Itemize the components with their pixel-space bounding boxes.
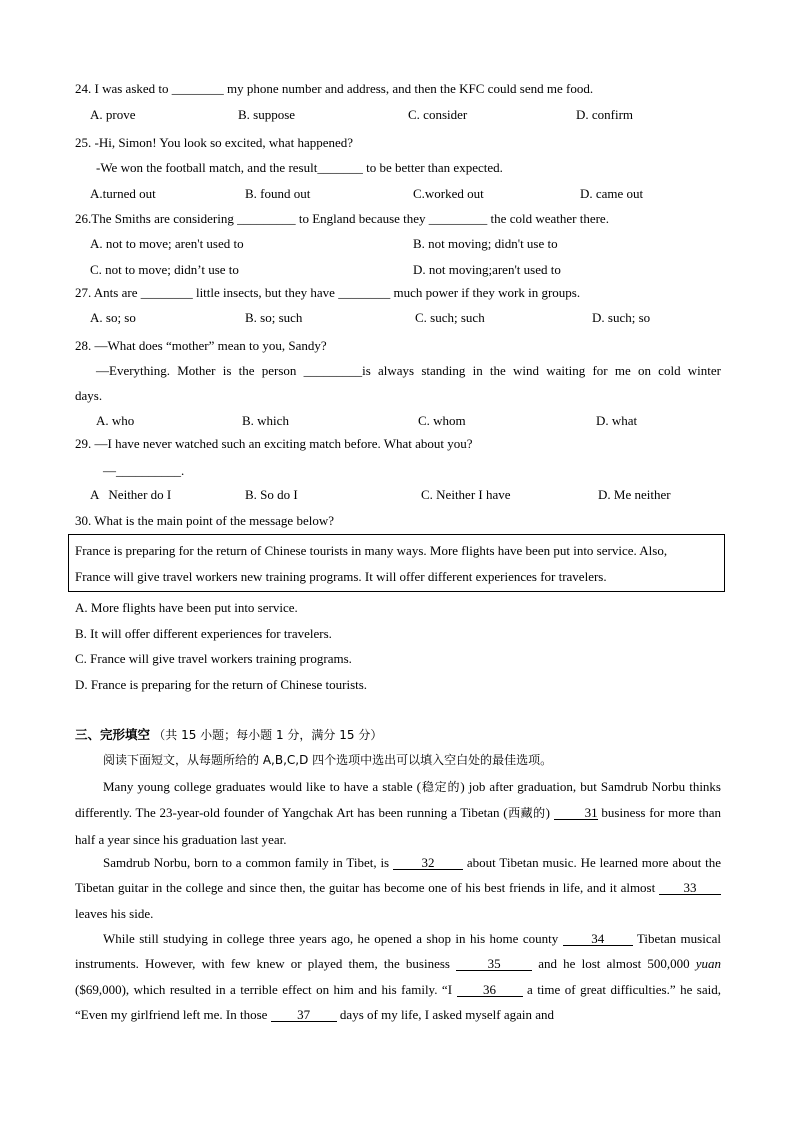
q25-option-c: C.worked out	[413, 186, 484, 201]
section-note: （共 15 小题；每小题 1 分，满分 15 分）	[153, 728, 383, 742]
section-title: 三、完形填空	[75, 727, 151, 742]
q27-stem: 27. Ants are ________ little insects, but they have ________ much power if they work in groups.	[75, 285, 581, 300]
q25-stem: 25. -Hi, Simon! You look so excited, what happened?	[75, 135, 354, 150]
q28-option-d: D. what	[596, 413, 638, 428]
q26-option-b: B. not moving; didn't use to	[413, 236, 558, 251]
q27-option-b: B. so; such	[245, 310, 303, 325]
q30-option-d: D. France is preparing for the return of Chinese tourists.	[75, 677, 368, 692]
q28-option-c: C. whom	[418, 413, 466, 428]
blank-34[interactable]: 34	[563, 932, 633, 946]
chinese-gloss-stable: 稳定的	[421, 780, 461, 794]
q28-stem: 28. —What does “mother” mean to you, Sandy?	[75, 338, 327, 353]
section-heading	[75, 727, 382, 743]
q27-option-a: A. so; so	[90, 310, 136, 325]
q24-option-c: C. consider	[408, 107, 468, 122]
message-line-2: France will give travel workers new training programs. It will offer different experiences for travelers.	[75, 569, 607, 584]
blank-33[interactable]: 33	[659, 881, 721, 895]
passage-paragraph-2: Samdrub Norbu, born to a common family in Tibet, is 32 about Tibetan music. He learned more about the Tibetan guitar in the college and since then, the guitar has become one of his best friends in life, and it almost 33 leaves his side.	[75, 855, 721, 921]
q29-option-c: C. Neither I have	[421, 487, 511, 502]
passage-paragraph-1: Many young college graduates would like to have a stable (稳定的) job after graduation, but Samdrub Norbu thinks differently. The 23-year-old founder of Yangchak Art has been running a Tibetan (西藏的) 31 business for more than half a year since his graduation last year.	[75, 779, 721, 847]
q26-option-c: C. not to move; didn’t use to	[90, 262, 239, 277]
q30-option-a: A. More flights have been put into service.	[75, 600, 298, 615]
q28-option-a: A. who	[96, 413, 135, 428]
blank-31[interactable]: 31	[554, 806, 598, 820]
q29-line2: —__________.	[103, 463, 185, 478]
blank-37[interactable]: 37	[271, 1008, 337, 1022]
q24-stem: 24. I was asked to ________ my phone number and address, and then the KFC could send me food.	[75, 81, 594, 96]
q30-stem: 30. What is the main point of the message below?	[75, 513, 334, 528]
q29-option-d: D. Me neither	[598, 487, 671, 502]
q25-option-a: A.turned out	[90, 186, 156, 201]
q29-option-a: A Neither do I	[90, 487, 172, 502]
q30-option-c: C. France will give travel workers training programs.	[75, 651, 352, 666]
q26-option-a: A. not to move; aren't used to	[90, 236, 244, 251]
blank-32[interactable]: 32	[393, 856, 463, 870]
q24-option-b: B. suppose	[238, 107, 296, 122]
q27-option-c: C. such; such	[415, 310, 485, 325]
passage-paragraph-3: While still studying in college three years ago, he opened a shop in his home county 34 Tibetan musical instruments. However, with few knew or played them, the business 35 and he lost almost 500,000 yuan ($69,000), which resulted in a terrible effect on him and his family. “I 36 a time of great difficulties.” he said, “Even my girlfriend left me. In those 37 days of my life, I asked myself again and	[75, 931, 722, 1022]
blank-35[interactable]: 35	[456, 957, 532, 971]
chinese-gloss-tibetan: 西藏的	[507, 806, 546, 821]
q24-option-a: A. prove	[90, 107, 136, 122]
q27-option-d: D. such; so	[592, 310, 651, 325]
q28-line2: —Everything. Mother is the person _________is always standing in the wind waiting for me on cold winter	[96, 363, 721, 378]
blank-36[interactable]: 36	[457, 983, 523, 997]
q28-option-b: B. which	[242, 413, 289, 428]
q26-option-d: D. not moving;aren't used to	[413, 262, 561, 277]
q30-option-b: B. It will offer different experiences for travelers.	[75, 626, 332, 641]
q25-option-b: B. found out	[245, 186, 311, 201]
q29-option-b: B. So do I	[245, 487, 298, 502]
message-line-1: France is preparing for the return of Chinese tourists in many ways. More flights have been put into service. Also,	[75, 543, 668, 558]
q28-line3: days.	[75, 388, 103, 403]
q29-stem: 29. —I have never watched such an exciting match before. What about you?	[75, 436, 473, 451]
yuan-italic: yuan	[695, 956, 721, 972]
q26-stem: 26.The Smiths are considering _________ to England because they _________ the cold weather there.	[75, 211, 609, 226]
q24-option-d: D. confirm	[576, 107, 634, 122]
section-instruction: 阅读下面短文，从每题所给的 A,B,C,D 四个选项中选出可以填入空白处的最佳选项。	[103, 753, 553, 767]
q25-option-d: D. came out	[580, 186, 644, 201]
q25-line2: -We won the football match, and the result_______ to be better than expected.	[96, 160, 503, 175]
